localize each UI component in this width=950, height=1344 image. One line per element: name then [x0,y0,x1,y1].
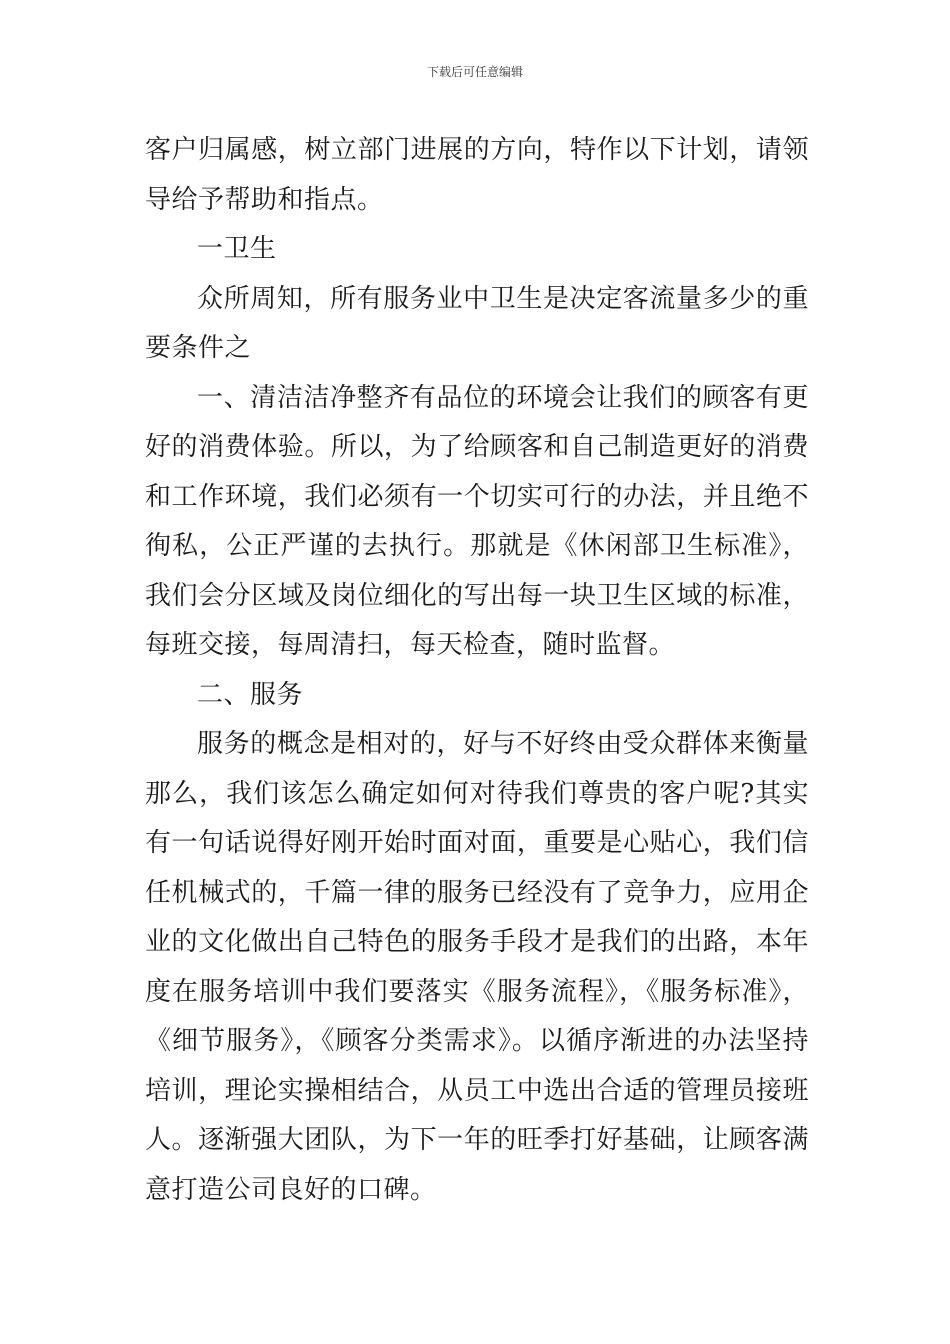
heading-hygiene: 一卫生 [197,234,277,264]
paragraph-intro-continuation: 客户归属感，树立部门进展的方向，特作以下计划，请领导给予帮助和指点。 [145,135,809,215]
paragraph-hygiene-importance: 众所周知，所有服务业中卫生是决定客流量多少的重要条件之 [145,283,809,363]
page-header: 下载后可任意编辑 [426,65,523,79]
paragraph-hygiene-standards: 一、清洁洁净整齐有品位的环境会让我们的顾客有更好的消费体验。所以，为了给顾客和自己制造更好的消费和工作环境，我们必须有一个切实可行的办法，并且绝不徇私，公正严谨的去执行。那就是《休闲部卫生标准》，我们会分区域及岗位细化的写出每一块卫生区域的标准，每班交接，每周清扫，每天检查，随时监督。 [145,382,809,660]
heading-service: 二、服务 [197,679,304,710]
document-body [145,126,809,1215]
paragraph-service-plan: 服务的概念是相对的，好与不好终由受众群体来衡量那么，我们该怎么确定如何对待我们尊贵的客户呢?其实有一句话说得好刚开始时面对面，重要是心贴心，我们信任机械式的，千篇一律的服务已经没有了竞争力，应用企业的文化做出自己特色的服务手段才是我们的出路，本年度在服务培训中我们要落实《服务流程》，《服务标准》，《细节服务》，《顾客分类需求》。以循序渐进的办法坚持培训，理论实操相结合，从员工中选出合适的管理员接班人。逐渐强大团队，为下一年的旺季打好基础，让顾客满意打造公司良好的口碑。 [145,729,809,1205]
